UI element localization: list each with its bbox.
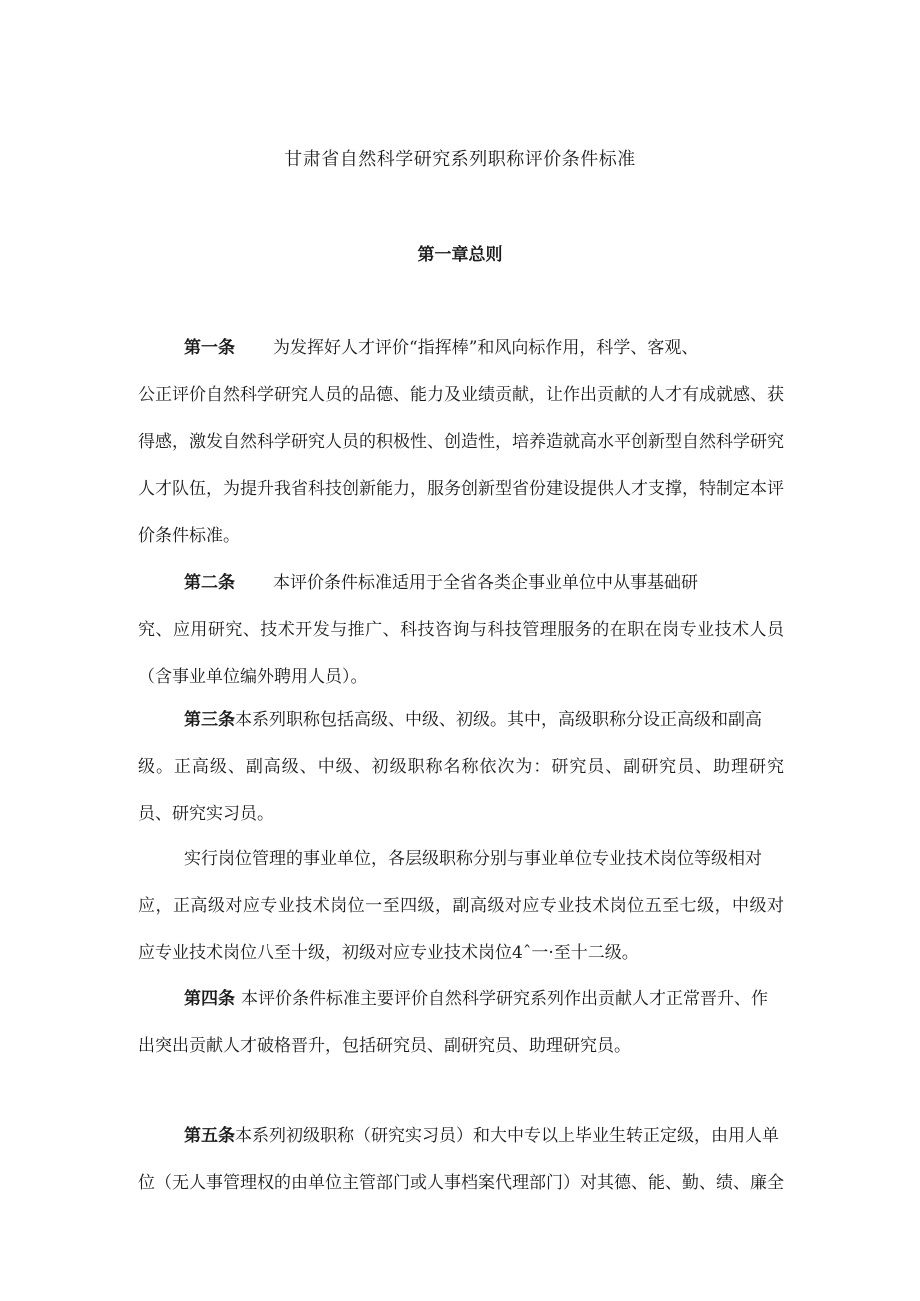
article-label: 第一条 [184,338,235,358]
article-text: 公正评价自然科学研究人员的品德、能力及业绩贡献，让作出贡献的人才有成就感、获 [138,385,784,405]
document-title: 甘肃省自然科学研究系列职称评价条件标准 [284,149,636,170]
article-3 [138,697,784,838]
article-text: （含事业单位编外聘用人员）。 [138,667,368,687]
article-label: 第四条 [184,989,235,1009]
article-label: 第三条 [184,710,235,730]
article-text: 本评价条件标准适用于全省各类企事业单位中从事基础研 [273,573,698,593]
article-text: 出突出贡献人才破格晋升，包括研究员、副研究员、助理研究员。 [138,1036,631,1056]
article-text: 得感，激发自然科学研究人员的积极性、创造性，培养造就高水平创新型自然科学研究 [138,432,784,452]
article-text: 应，正高级对应专业技术岗位一至四级，副高级对应专业技术岗位五至七级，中级对 [138,896,784,916]
article-2 [138,560,784,701]
paragraph-post-management [138,836,784,977]
article-text: 本评价条件标准主要评价自然科学研究系列作出贡献人才正常晋升、作 [241,989,768,1009]
article-text: 价条件标准。 [138,526,240,546]
article-text: 位（无人事管理权的由单位主管部门或人事档案代理部门）对其德、能、勤、绩、廉全 [138,1173,784,1193]
article-text: 员、研究实习员。 [138,804,274,824]
article-text: 为发挥好人才评价“指挥棒”和风向标作用，科学、客观、 [273,338,699,358]
article-text: 本系列初级职称（研究实习员）和大中专以上毕业生转正定级，由用人单 [235,1126,779,1146]
article-4 [138,976,784,1070]
article-text: 人才队伍，为提升我省科技创新能力，服务创新型省份建设提供人才支撑，特制定本评 [138,479,784,499]
article-label: 第二条 [184,573,235,593]
article-text: 本系列职称包括高级、中级、初级。其中，高级职称分设正高级和副高 [235,710,762,730]
article-1 [138,325,784,560]
article-text: 级。正高级、副高级、中级、初级职称名称依次为：研究员、副研究员、助理研究 [138,757,784,777]
article-5 [138,1113,784,1207]
article-text: 究、应用研究、技术开发与推广、科技咨询与科技管理服务的在职在岗专业技术人员 [138,620,784,640]
article-text: 应专业技术岗位八至十级，初级对应专业技术岗位4ˆ一·至十二级。 [138,943,639,963]
article-text: 实行岗位管理的事业单位，各层级职称分别与事业单位专业技术岗位等级相对 [184,849,762,869]
article-label: 第五条 [184,1126,235,1146]
chapter-heading: 第一章总则 [417,245,503,265]
